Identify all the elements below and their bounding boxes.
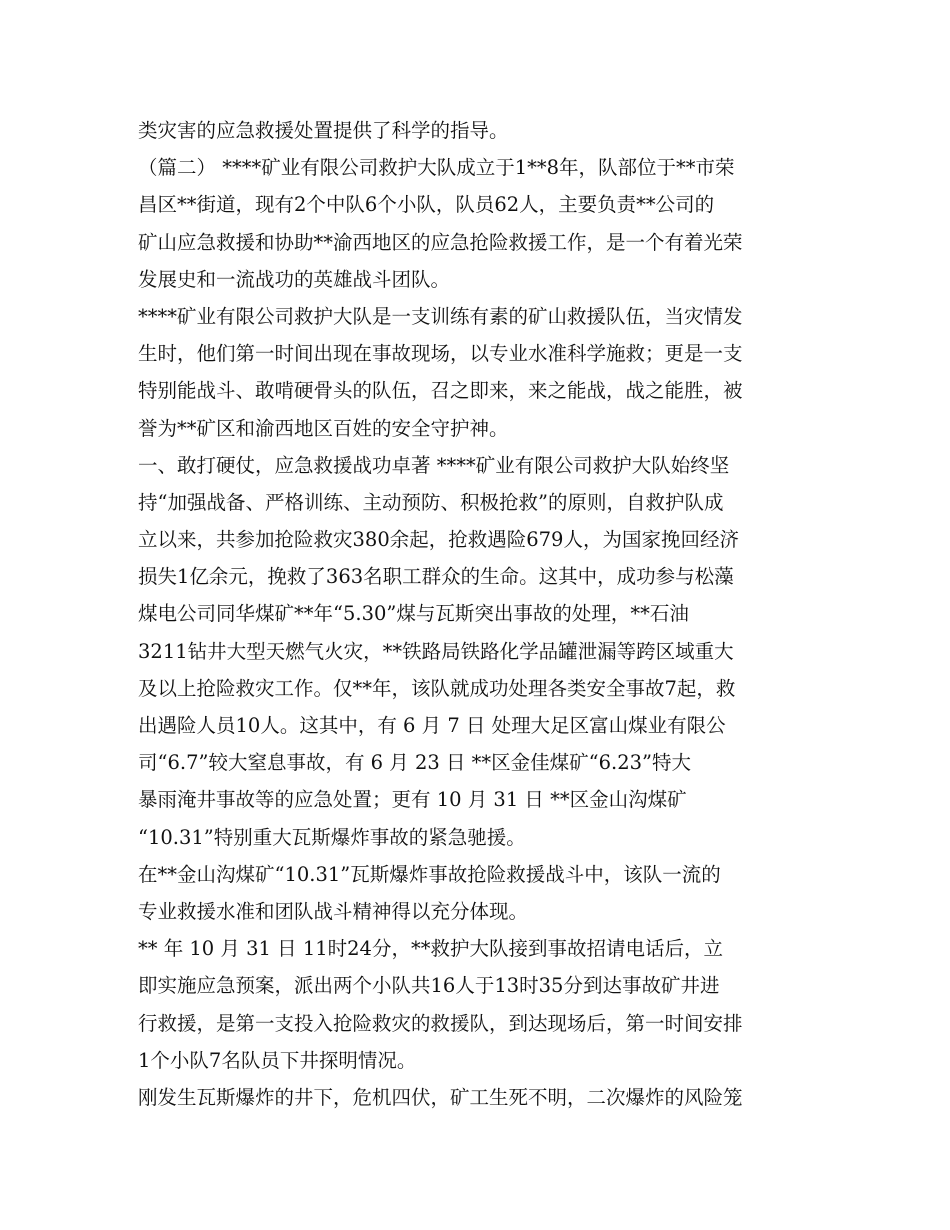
text-line: 3211钻井大型天燃气火灾，**铁路局铁路化学品罐泄漏等跨区域重大: [138, 639, 734, 663]
text-line: 煤电公司同华煤矿**年“5.30”煤与瓦斯突出事故的处理，**石油: [138, 602, 689, 626]
text-line: 生时，他们第一时间出现在事故现场，以专业水准科学施救；更是一支: [138, 342, 743, 366]
text-line: 及以上抢险救灾工作。仅**年，该队就成功处理各类安全事故7起，救: [138, 676, 736, 700]
text-line: 持“加强战备、严格训练、主动预防、积极抢救”的原则，自救护队成: [138, 490, 724, 514]
text-line: 一、敢打硬仗，应急救援战功卓著 ****矿业有限公司救护大队始终坚: [138, 453, 730, 477]
text-line: 行救援，是第一支投入抢险救灾的救援队，到达现场后，第一时间安排: [138, 1011, 743, 1035]
text-line: 司“6.7”较大窒息事故，有 6 月 23 日 **区金佳煤矿“6.23”特大: [138, 751, 692, 775]
text-line: 在**金山沟煤矿“10.31”瓦斯爆炸事故抢险救援战斗中，该队一流的: [138, 862, 721, 886]
text-line: 即实施应急预案，派出两个小队共16人于13时35分到达事故矿井进: [138, 974, 720, 998]
text-line: ** 年 10 月 31 日 11时24分，**救护大队接到事故招请电话后，立: [138, 937, 723, 961]
text-line: 1个小队7名队员下井探明情况。: [138, 1048, 417, 1072]
text-line: 立以来，共参加抢险救灾380余起，抢救遇险679人，为国家挽回经济: [138, 528, 739, 552]
text-line: “10.31”特别重大瓦斯爆炸事故的紧急驰援。: [138, 825, 526, 849]
text-line: 刚发生瓦斯爆炸的井下，危机四伏，矿工生死不明，二次爆炸的风险笼: [138, 1085, 743, 1109]
text-line: 昌区**街道，现有2个中队6个小队，队员62人，主要负责**公司的: [138, 193, 715, 217]
text-line: 类灾害的应急救援处置提供了科学的指导。: [138, 119, 509, 142]
text-line: 专业救援水准和团队战斗精神得以充分体现。: [138, 899, 529, 923]
text-line: 誉为**矿区和渝西地区百姓的安全守护神。: [138, 416, 509, 440]
text-line: ****矿业有限公司救护大队是一支训练有素的矿山救援队伍，当灾情发: [138, 304, 743, 328]
body-text: [138, 112, 814, 1116]
text-line: 矿山应急救援和协助**渝西地区的应急抢险救援工作，是一个有着光荣: [138, 230, 743, 254]
text-line: 损失1亿余元，挽救了363名职工群众的生命。这其中，成功参与松藻: [138, 565, 734, 589]
text-line: 暴雨淹井事故等的应急处置；更有 10 月 31 日 **区金山沟煤矿: [138, 788, 687, 812]
text-line: 特别能战斗、敢啃硬骨头的队伍，召之即来，来之能战，战之能胜，被: [138, 379, 743, 403]
text-line: 发展史和一流战功的英雄战斗团队。: [138, 267, 451, 291]
text-line: （篇二） ****矿业有限公司救护大队成立于1**8年，队部位于**市荣: [138, 156, 735, 180]
text-line: 出遇险人员10人。这其中，有 6 月 7 日 处理大足区富山煤业有限公: [138, 714, 726, 737]
